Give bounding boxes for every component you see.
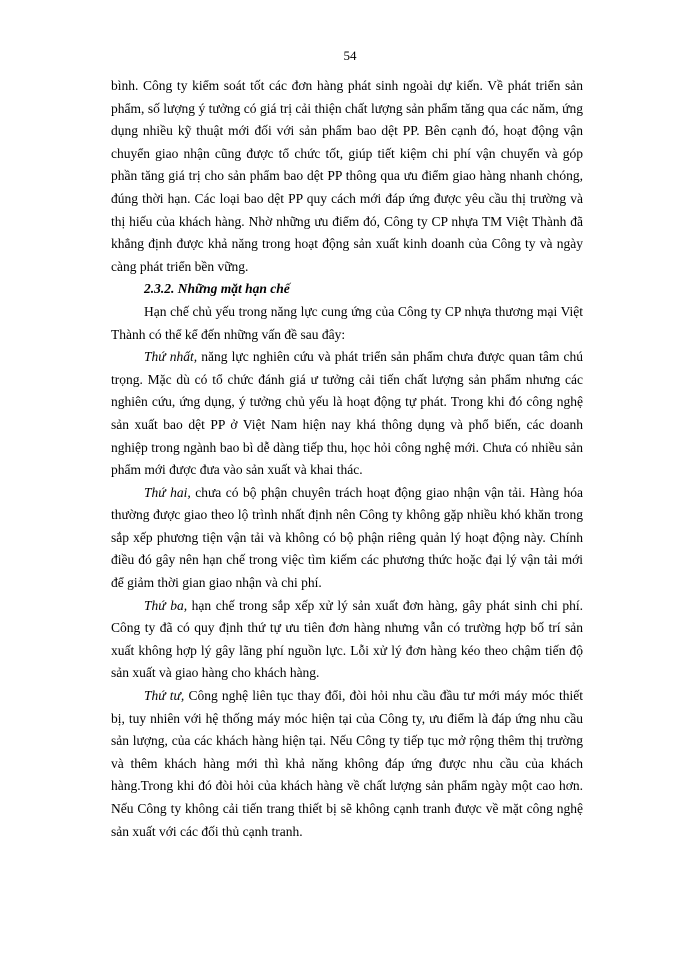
- point-4-text: Công nghệ liên tục thay đổi, đòi hỏi nhu cầu đầu tư mới máy móc thiết bị, tuy nhiên với hệ thống máy móc hiện tại của Công ty, ưu điểm là đáp ứng nhu cầu sản lượng, của các khách hàng hiện tại. Nếu Công ty tiếp tục mở rộng thêm thị trường và thêm khách hàng mới thì khả năng không đáp ứng được nhu cầu của khách hàng.Trong khi đó đòi hỏi của khách hàng về chất lượng sản phẩm ngày một cao hơn. Nếu Công ty không cải tiến trang thiết bị sẽ không cạnh tranh được về mặt công nghệ sản xuất với các đối thủ cạnh tranh.: [111, 688, 583, 839]
- page-number: 54: [343, 48, 357, 63]
- point-3-lead: Thứ ba,: [144, 597, 188, 613]
- paragraph-point-3: [111, 595, 583, 685]
- paragraph-point-2: [111, 482, 583, 595]
- point-1-text: năng lực nghiên cứu và phát triển sản phẩm chưa được quan tâm chú trọng. Mặc dù có tổ chức đánh giá ư tưởng cải tiến chất lượng sản phẩm nhưng các nghiên cứu, ứng dụng, ý tưởng chủ yếu là hoạt động tự phát. Trong khi đó công nghệ sản xuất bao dệt PP ở Việt Nam hiện nay khá thông dụng và phổ biến, các doanh nghiệp trong ngành bao bì dễ dàng tiếp thu, học hỏi công nghệ mới. Chưa có nhiều sản phẩm mới được đưa vào sản xuất và khai thác.: [111, 349, 584, 478]
- paragraph-point-4: [111, 685, 583, 843]
- point-2-lead: Thứ hai,: [144, 484, 191, 500]
- point-1-lead: Thứ nhất,: [144, 349, 198, 365]
- section-heading: 2.3.2. Những mặt hạn chế: [144, 281, 290, 297]
- document-body: [111, 75, 583, 843]
- point-2-text: chưa có bộ phận chuyên trách hoạt động giao nhận vận tải. Hàng hóa thường được giao theo lộ trình nhất định nên Công ty không gặp nhiều khó khăn trong sắp xếp phương tiện vận tải và không có bộ phận riêng quản lý hoạt động này. Chính điều đó gây nên hạn chế trong việc tìm kiếm các phương thức hoặc đại lý vận tải mới để giảm thời gian giao nhận và chi phí.: [111, 484, 583, 591]
- point-4-lead: Thứ tư,: [144, 688, 185, 704]
- paragraph-limitations-intro: Hạn chế chủ yếu trong năng lực cung ứng của Công ty CP nhựa thương mại Việt Thành có thể kể đến những vấn đề sau đây:: [111, 303, 583, 342]
- paragraph-point-1: [111, 346, 583, 482]
- point-3-text: hạn chế trong sắp xếp xử lý sản xuất đơn hàng, gây phát sinh chi phí. Công ty đã có quy định thứ tự ưu tiên đơn hàng nhưng vẫn có trường hợp bố trí sản xuất không hợp lý gây lãng phí nguồn lực. Lỗi xử lý đơn hàng kéo theo chậm tiến độ sản xuất và giao hàng cho khách hàng.: [111, 597, 583, 681]
- paragraph-intro: bình. Công ty kiểm soát tốt các đơn hàng phát sinh ngoài dự kiến. Về phát triển sản phẩm, số lượng ý tưởng có giá trị cải thiện chất lượng sản phẩm tăng qua các năm, ứng dụng nhiều kỹ thuật mới đối với sản phẩm bao dệt PP. Bên cạnh đó, hoạt động vận chuyển giao nhận cũng được tổ chức tốt, giúp tiết kiệm chi phí vận chuyển và góp phần tăng giá trị cho sản phẩm bao dệt PP thông qua ưu điểm giao hàng nhanh chóng, đúng thời hạn. Các loại bao dệt PP quy cách mới đáp ứng được yêu cầu thị trường và thị hiếu của khách hàng. Nhờ những ưu điểm đó, Công ty CP nhựa TM Việt Thành đã khẳng định được khả năng trong hoạt động sản xuất kinh doanh của Công ty và ngày càng phát triển bền vững.: [111, 78, 583, 274]
